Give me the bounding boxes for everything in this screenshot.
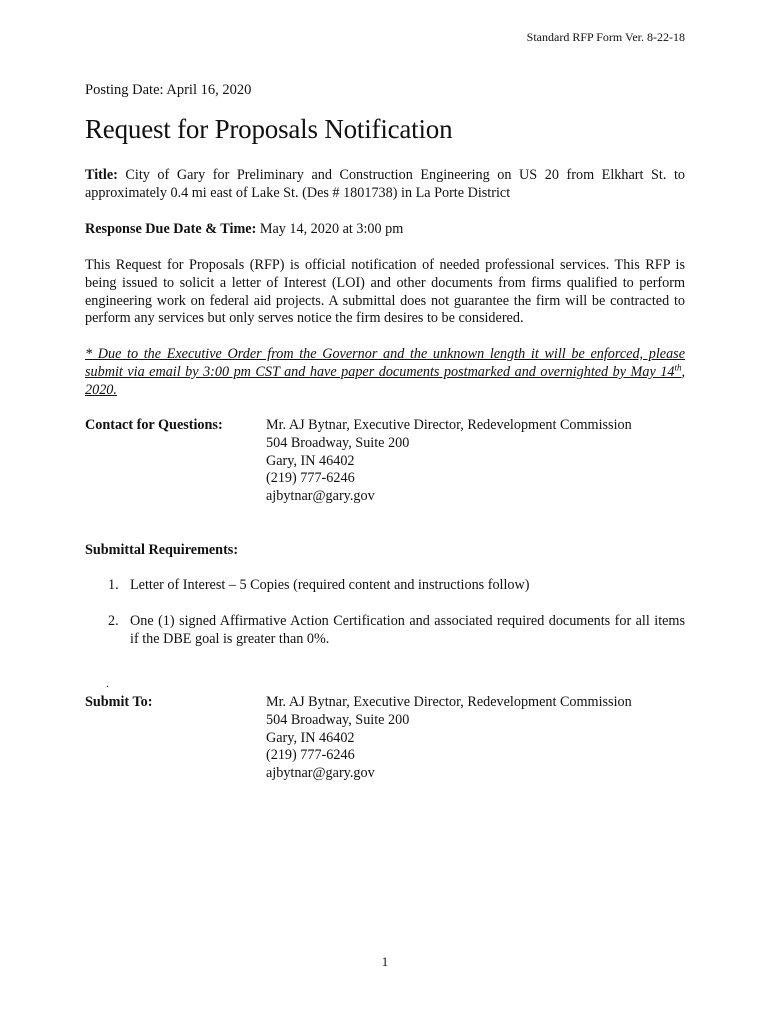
contact-address: [266, 417, 632, 506]
executive-order-notice: [85, 346, 685, 399]
contact-street: 504 Broadway, Suite 200: [266, 434, 410, 451]
submit-name: Mr. AJ Bytnar, Executive Director, Redevelopment Commission: [266, 694, 632, 710]
notice-superscript: th: [674, 362, 682, 373]
contact-email: ajbytnar@gary.gov: [266, 488, 375, 505]
title-paragraph: [85, 167, 685, 203]
body-paragraph: This Request for Proposals (RFP) is official notification of needed professional services. This RFP is being issued to solicit a letter of Interest (LOI) and other documents from firms qualified to perform engineering work on federal aid projects. A submittal does not guarantee the firm will be contracted to perform any services but only serves notice the firm desires to be considered.: [85, 257, 685, 327]
list-item: [85, 613, 685, 649]
contact-city: Gary, IN 46402: [266, 452, 355, 469]
response-due: [85, 221, 685, 239]
submit-phone: (219) 777-6246: [266, 747, 355, 764]
title-label: Title:: [85, 167, 118, 183]
submittal-requirements-label: Submittal Requirements:: [85, 542, 239, 558]
page-title: Request for Proposals Notification: [85, 114, 453, 144]
posting-date: Posting Date: April 16, 2020: [85, 82, 252, 98]
contact-phone: (219) 777-6246: [266, 470, 355, 487]
notice-tail: , 2020.: [85, 363, 685, 398]
list-item: [85, 577, 685, 595]
submit-to-label: Submit To:: [85, 694, 153, 710]
contact-name: Mr. AJ Bytnar, Executive Director, Redevelopment Commission: [266, 417, 632, 433]
submit-to-address: [266, 694, 632, 783]
response-due-label: Response Due Date & Time:: [85, 221, 257, 237]
list-item-number: 1.: [108, 577, 119, 593]
response-due-value: May 14, 2020 at 3:00 pm: [259, 221, 404, 237]
list-item-number: 2.: [108, 613, 119, 629]
form-version: Standard RFP Form Ver. 8-22-18: [526, 30, 685, 44]
stray-dot: .: [106, 676, 109, 690]
page-number: 1: [381, 954, 389, 969]
contact-label: Contact for Questions:: [85, 417, 223, 433]
submit-street: 504 Broadway, Suite 200: [266, 711, 410, 728]
submit-email: ajbytnar@gary.gov: [266, 765, 375, 782]
list-item-text: One (1) signed Affirmative Action Certification and associated required documents for all items if the DBE goal is greater than 0%.: [130, 613, 685, 647]
notice-text: * Due to the Executive Order from the Governor and the unknown length it will be enforced, please submit via email by 3:00 pm CST and have paper documents postmarked and overnighted by May 14: [85, 346, 685, 380]
list-item-text: Letter of Interest – 5 Copies (required content and instructions follow): [130, 577, 530, 593]
title-text: City of Gary for Preliminary and Construction Engineering on US 20 from Elkhart St. to approximately 0.4 mi east of Lake St. (Des # 1801738) in La Porte District: [85, 167, 686, 201]
submit-city: Gary, IN 46402: [266, 729, 355, 746]
